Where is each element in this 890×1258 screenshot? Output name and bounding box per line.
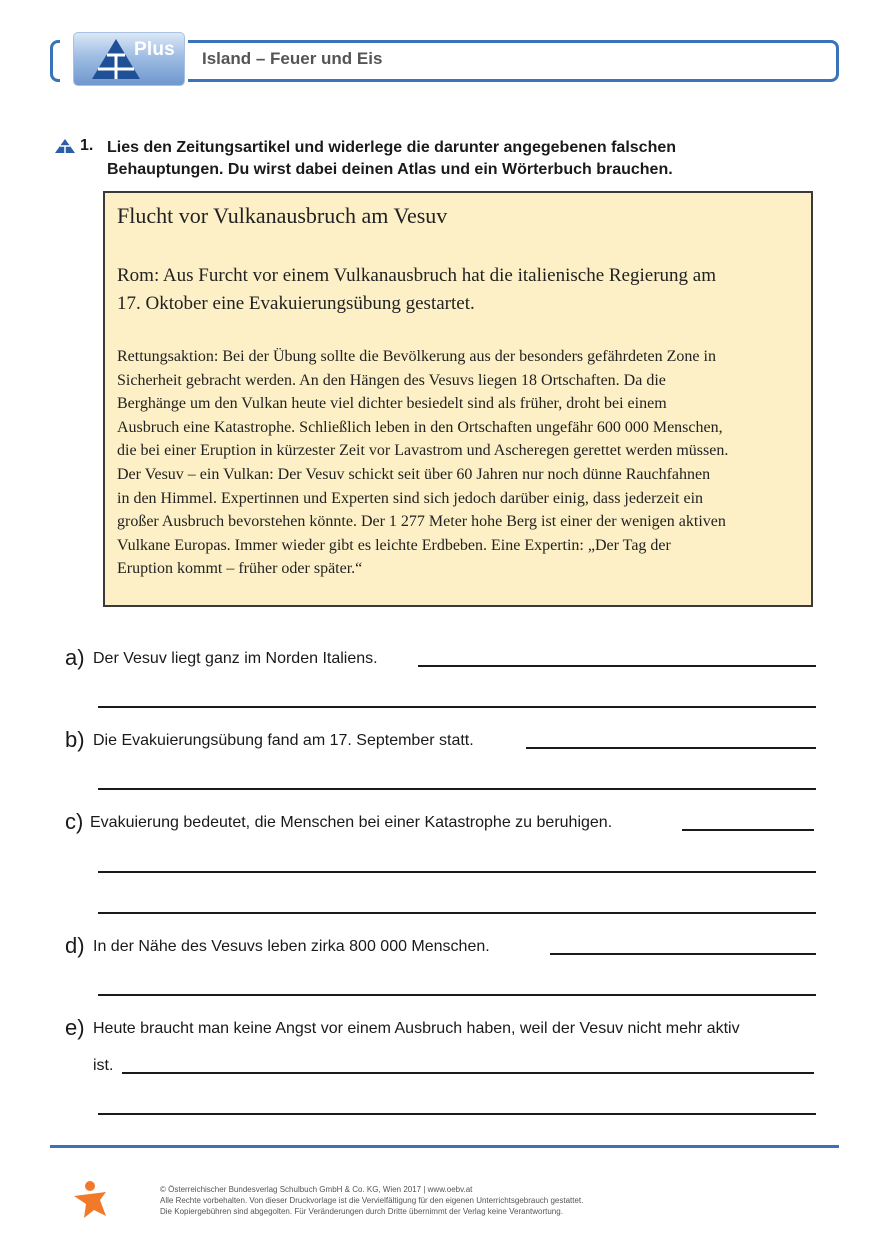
answer-line-d-1[interactable] — [550, 953, 816, 955]
question-e-text-continued: ist. — [93, 1057, 114, 1074]
newspaper-article — [103, 191, 813, 607]
answer-line-c-1[interactable] — [682, 829, 814, 831]
question-b-text: Die Evakuierungsübung fand am 17. September statt. — [93, 732, 474, 749]
answer-line-a-2[interactable] — [98, 706, 816, 708]
article-body — [117, 345, 807, 581]
question-e-text: Heute braucht man keine Angst vor einem Ausbruch haben, weil der Vesuv nicht mehr aktiv — [93, 1020, 740, 1037]
publisher-logo-icon — [70, 1180, 110, 1220]
question-a-text: Der Vesuv liegt ganz im Norden Italiens. — [93, 650, 378, 667]
article-body-line: Eruption kommt – früher oder später.“ — [117, 560, 363, 578]
article-body-line: großer Ausbruch bevorstehen könnte. Der 1 277 Meter hohe Berg ist einer der wenigen aktiven — [117, 513, 726, 531]
article-body-line: Berghänge um den Vulkan heute viel dichter besiedelt sind als früher, droht bei einem — [117, 395, 667, 413]
task-line-1: Lies den Zeitungsartikel und widerlege die darunter angegebenen falschen — [107, 139, 677, 156]
question-e-letter: e) — [65, 1015, 85, 1040]
task-line-2: Behauptungen. Du wirst dabei deinen Atlas und ein Wörterbuch brauchen. — [107, 161, 673, 178]
task-triangle-icon — [54, 138, 76, 154]
article-body-line: in den Himmel. Expertinnen und Experten sind sich jedoch darüber einig, dass jederzeit ein — [117, 489, 704, 507]
article-lead — [117, 262, 801, 318]
plus-logo — [73, 32, 185, 86]
answer-line-b-1[interactable] — [526, 747, 816, 749]
footer-copyright — [160, 1184, 840, 1217]
question-c-text: Evakuierung bedeutet, die Menschen bei einer Katastrophe zu beruhigen. — [90, 814, 613, 831]
question-a-letter: a) — [65, 645, 85, 670]
question-b-letter: b) — [65, 727, 85, 752]
question-d-text: In der Nähe des Vesuvs leben zirka 800 000 Menschen. — [93, 938, 490, 955]
answer-line-e-2[interactable] — [98, 1113, 816, 1115]
article-body-line: Ausbruch eine Katastrophe. Schließlich leben in den Ortschaften ungefähr 600 000 Menschen, — [117, 418, 723, 436]
footer-rule — [50, 1145, 839, 1148]
answer-line-a-1[interactable] — [418, 665, 816, 667]
article-body-line: die bei einer Eruption in kürzester Zeit vor Lavastrom und Ascheregen gerettet werden müssen. — [117, 442, 729, 460]
article-lead-line: Rom: Aus Furcht vor einem Vulkanausbruch hat die italienische Regierung am — [117, 265, 716, 286]
answer-line-e-1[interactable] — [122, 1072, 814, 1074]
footer-line-2: Alle Rechte vorbehalten. Von dieser Druckvorlage ist die Vervielfältigung für den eigenen Unterrichtsgebrauch gestattet. — [160, 1196, 584, 1205]
question-c-letter: c) — [65, 809, 84, 834]
footer-line-3: Die Kopiergebühren sind abgegolten. Für Veränderungen durch Dritte übernimmt der Verlag keine Verantwortung. — [160, 1207, 563, 1216]
task-instruction — [107, 137, 807, 181]
answer-line-d-2[interactable] — [98, 994, 816, 996]
logo-text: Plus — [134, 39, 175, 60]
question-d-letter: d) — [65, 933, 85, 958]
article-body-line: Sicherheit gebracht werden. An den Hängen des Vesuvs liegen 18 Ortschaften. Da die — [117, 371, 666, 389]
footer-line-1: © Österreichischer Bundesverlag Schulbuch GmbH & Co. KG, Wien 2017 | www.oebv.at — [160, 1185, 473, 1194]
task-number: 1. — [80, 137, 94, 154]
article-body-line: Rettungsaktion: Bei der Übung sollte die Bevölkerung aus der besonders gefährdeten Zone in — [117, 348, 716, 365]
article-body-line: Vulkane Europas. Immer wieder gibt es leichte Erdbeben. Eine Expertin: „Der Tag der — [117, 536, 671, 554]
answer-line-c-3[interactable] — [98, 912, 816, 914]
answer-line-b-2[interactable] — [98, 788, 816, 790]
article-body-line: Der Vesuv – ein Vulkan: Der Vesuv schickt seit über 60 Jahren nur noch dünne Rauchfahnen — [117, 465, 711, 483]
page-title: Island – Feuer und Eis — [202, 49, 383, 68]
answer-line-c-2[interactable] — [98, 871, 816, 873]
article-lead-line: 17. Oktober eine Evakuierungsübung gestartet. — [117, 293, 475, 314]
article-title: Flucht vor Vulkanausbruch am Vesuv — [117, 203, 448, 228]
